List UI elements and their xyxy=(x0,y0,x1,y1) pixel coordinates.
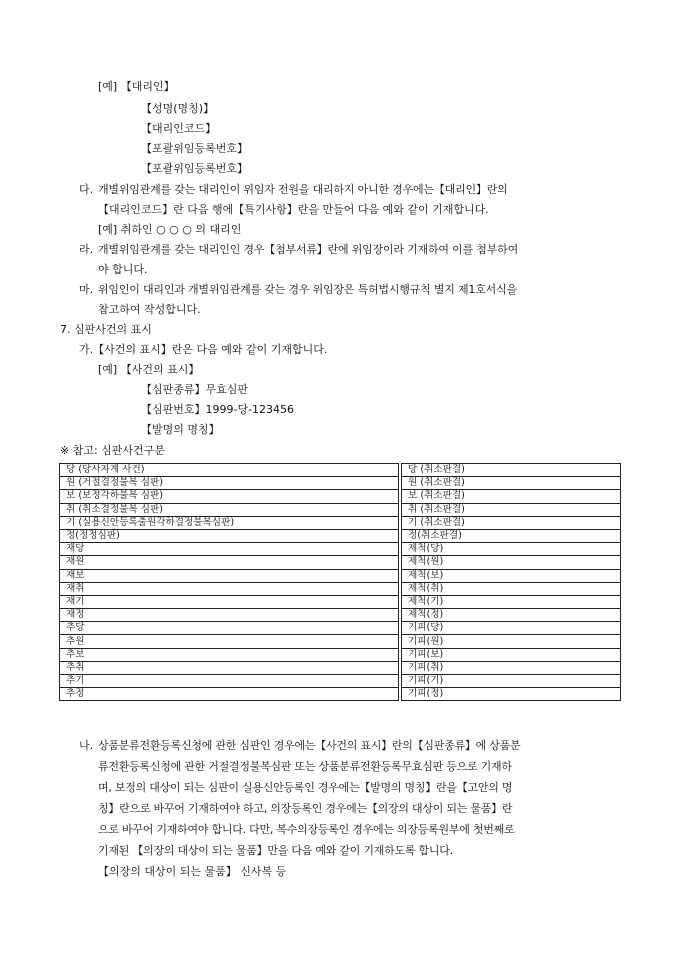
example-representative: [예] 【대리인】 xyxy=(98,80,175,93)
item-na-line5: 으로 바꾸어 기재하여야 합니다. 다만, 복수의장등록인 경우에는 의장등록원부에 첫번째로 xyxy=(98,823,515,836)
item-ma-marker: 마. xyxy=(79,283,94,296)
table-cell: 정(정정심판) xyxy=(60,529,399,542)
table-row xyxy=(60,595,621,608)
table-cell: 추당 xyxy=(60,622,399,635)
table-row xyxy=(60,622,621,635)
item-na-line6: 기재된 【의장의 대상이 되는 물품】만을 다음 예와 같이 기재하도록 합니다. xyxy=(98,844,453,857)
table-row xyxy=(60,529,621,542)
table-cell: 원 (취소판결) xyxy=(402,477,621,490)
item-na-line1: 상품분류전환등록신청에 관한 심판인 경우에는【사건의 표시】란의【심판종류】에 상품분 xyxy=(98,739,521,752)
item-da-example: [예] 취하인 ○ ○ ○ 의 대리인 xyxy=(98,223,242,236)
item-da-line1: 개별위임관계를 갖는 대리인이 위임자 전원을 대리하지 아니한 경우에는【대리인】란의 xyxy=(98,183,508,196)
table-row xyxy=(60,609,621,622)
table-cell: 제척(정) xyxy=(402,609,621,622)
table-cell: 기피(원) xyxy=(402,635,621,648)
example-registration-field-2: 【포괄위임등록번호】 xyxy=(141,162,249,175)
item-na-line4: 칭】란으로 바꾸어 기재하여야 하고, 의장등록인 경우에는【의장의 대상이 되는 물품】란 xyxy=(98,802,513,815)
table-cell: 당 (취소판결) xyxy=(402,464,621,477)
table-cell: 재취 xyxy=(60,582,399,595)
table-cell: 추보 xyxy=(60,648,399,661)
table-cell: 원 (거절결정불복 심판) xyxy=(60,477,399,490)
table-cell: 재원 xyxy=(60,556,399,569)
example-name-field: 【성명(명칭)】 xyxy=(141,102,215,115)
table-cell: 보 (취소판결) xyxy=(402,490,621,503)
item-na-line3: 며, 보정의 대상이 되는 심판이 실용신안등록인 경우에는【발명의 명칭】란을【고안의 명 xyxy=(98,781,513,794)
table-row xyxy=(60,635,621,648)
case-type-table xyxy=(59,463,621,701)
table-row xyxy=(60,490,621,503)
item-na-example: 【의장의 대상이 되는 물품】 신사복 등 xyxy=(98,865,287,878)
table-cell: 기 (취소판결) xyxy=(402,516,621,529)
table-cell: 추원 xyxy=(60,635,399,648)
example-code-field: 【대리인코드】 xyxy=(141,122,217,135)
table-cell: 기피(정) xyxy=(402,688,621,701)
section7-example-title: 【발명의 명칭】 xyxy=(141,423,220,436)
table-cell: 추정 xyxy=(60,688,399,701)
table-row xyxy=(60,688,621,701)
item-na-marker: 나. xyxy=(79,739,94,752)
section7-example-label: [예] 【사건의 표시】 xyxy=(98,363,200,376)
item-ra-line1: 개별위임관계를 갖는 대리인인 경우【첨부서류】란에 위임장이라 기재하여 이를 첨부하여 xyxy=(98,243,519,256)
section7-item-ga: 가.【사건의 표시】란은 다음 예와 같이 기재합니다. xyxy=(79,343,328,356)
item-na-line2: 류전환등록신청에 관한 거절결정불복심판 또는 상품분류전환등록무효심판 등으로 기재하 xyxy=(98,760,512,773)
table-cell: 기피(취) xyxy=(402,661,621,674)
item-da-marker: 다. xyxy=(79,183,94,196)
section7-example-number: 【심판번호】1999-당-123456 xyxy=(141,403,295,416)
item-ra-marker: 라. xyxy=(79,243,94,256)
table-cell: 기 (실용신안등록출원각하결정불복심판) xyxy=(60,516,399,529)
table-row xyxy=(60,569,621,582)
item-da-line2: 【대리인코드】란 다음 행에【특기사항】란을 만들어 다음 예와 같이 기재합니다. xyxy=(98,203,489,216)
table-cell: 취 (취소결정불복 심판) xyxy=(60,503,399,516)
table-cell: 기피(기) xyxy=(402,675,621,688)
table-row xyxy=(60,516,621,529)
table-cell: 제척(취) xyxy=(402,582,621,595)
table-row xyxy=(60,648,621,661)
table-cell: 재기 xyxy=(60,595,399,608)
table-cell: 제척(기) xyxy=(402,595,621,608)
table-row xyxy=(60,543,621,556)
table-cell: 당 (당사자계 사건) xyxy=(60,464,399,477)
table-cell: 추기 xyxy=(60,675,399,688)
table-row xyxy=(60,464,621,477)
table-row xyxy=(60,477,621,490)
reference-note: ※ 참고: 심판사건구분 xyxy=(60,444,165,457)
table-cell: 취 (취소판결) xyxy=(402,503,621,516)
table-cell: 제척(당) xyxy=(402,543,621,556)
table-row xyxy=(60,582,621,595)
item-ra-line2: 야 합니다. xyxy=(98,263,148,276)
item-ma-line2: 참고하여 작성합니다. xyxy=(98,303,201,316)
item-ma-line1: 위임인이 대리인과 개별위임관계를 갖는 경우 위임장은 특허법시행규칙 별지 제1호서식을 xyxy=(98,283,517,296)
table-cell: 추취 xyxy=(60,661,399,674)
table-cell: 재당 xyxy=(60,543,399,556)
table-row xyxy=(60,675,621,688)
table-cell: 정(취소판결) xyxy=(402,529,621,542)
section7-example-type: 【심판종류】무효심판 xyxy=(141,383,249,396)
table-cell: 보 (보정각하불복 심판) xyxy=(60,490,399,503)
table-cell: 기피(당) xyxy=(402,622,621,635)
table-row xyxy=(60,556,621,569)
example-registration-field: 【포괄위임등록번호】 xyxy=(141,142,249,155)
table-cell: 기피(보) xyxy=(402,648,621,661)
table-row xyxy=(60,661,621,674)
table-cell: 재보 xyxy=(60,569,399,582)
table-cell: 제척(원) xyxy=(402,556,621,569)
table-cell: 제척(보) xyxy=(402,569,621,582)
section7-heading: 7. 심판사건의 표시 xyxy=(60,323,152,336)
table-row xyxy=(60,503,621,516)
table-cell: 재정 xyxy=(60,609,399,622)
